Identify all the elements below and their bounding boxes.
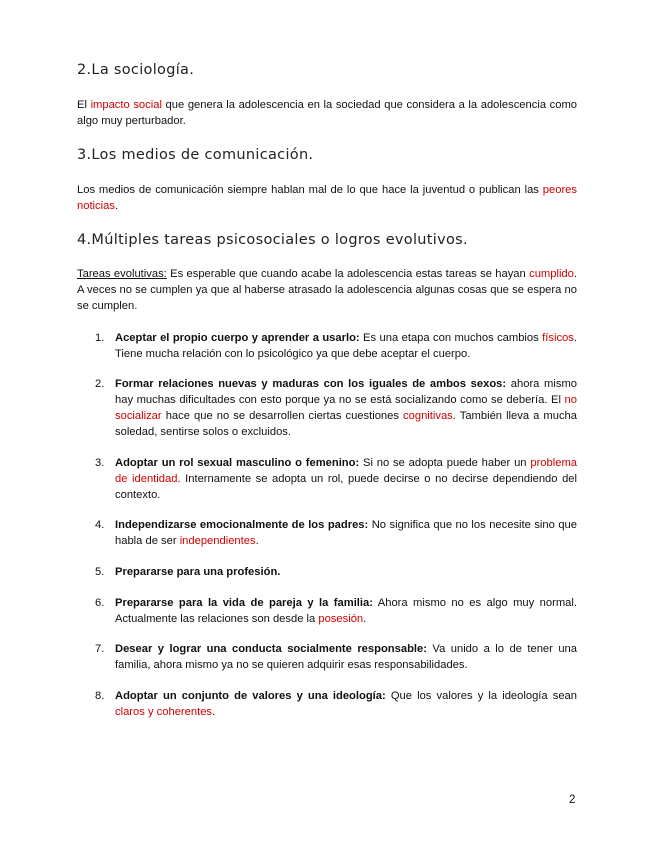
highlight-cumplido: cumplido	[529, 268, 574, 280]
highlight-peores-noticias: peores noticias	[77, 184, 577, 212]
list-item: 6. Prepararse para la vida de pareja y la familia: Ahora mismo no es algo muy normal. Actualmente las relaciones son desde la posesión.	[95, 597, 577, 625]
list-item: 1. Aceptar el propio cuerpo y aprender a usarlo: Es una etapa con muchos cambios físicos. Tiene mucha relación con lo psicológico ya que debe aceptar el cuerpo.	[95, 332, 577, 360]
list-item: 3. Adoptar un rol sexual masculino o femenino: Si no se adopta puede haber un problema de identidad. Internamente se adopta un rol, puede decirse o no decirse dependiendo del contexto.	[95, 457, 577, 501]
list-item: 7. Desear y lograr una conducta socialmente responsable: Va unido a lo de tener una familia, ahora mismo ya no se quieren adquirir esas responsabilidades.	[95, 643, 577, 671]
tareas-evolutivas-label: Tareas evolutivas:	[77, 268, 167, 280]
page-number: 2	[569, 794, 576, 806]
section-title-medios: 3.Los medios de comunicación.	[77, 147, 314, 163]
list-item: 8. Adoptar un conjunto de valores y una ideología: Que los valores y la ideología sean claros y coherentes.	[95, 690, 577, 718]
list-item: 2. Formar relaciones nuevas y maduras con los iguales de ambos sexos: ahora mismo hay muchas dificultades con esto porque ya no se está socializando como se debería. El no socializar hace que no se desarrollen ciertas cuestiones cognitivas. También lleva a mucha soledad, sentirse solos o excluidos.	[95, 378, 577, 438]
section-title-tareas: 4.Múltiples tareas psicosociales o logros evolutivos.	[77, 232, 468, 248]
paragraph-sociologia: El impacto social que genera la adolescencia en la sociedad que considera a la adolescencia como algo muy perturbador.	[77, 99, 578, 127]
section-title-sociologia: 2.La sociología.	[77, 62, 195, 78]
list-item: 4. Independizarse emocionalmente de los padres: No significa que no los necesite sino que habla de ser independientes.	[95, 519, 578, 547]
list-item: 5. Prepararse para una profesión.	[95, 566, 281, 578]
paragraph-tareas-evolutivas: Tareas evolutivas: Es esperable que cuando acabe la adolescencia estas tareas se hayan cumplido. A veces no se cumplen ya que al haberse atrasado la adolescencia algunas cosas que se espera no se cumplen.	[77, 268, 577, 312]
paragraph-medios: Los medios de comunicación siempre hablan mal de lo que hace la juventud o publican las peores noticias.	[77, 184, 577, 212]
highlight-impacto-social: impacto social	[90, 99, 162, 111]
